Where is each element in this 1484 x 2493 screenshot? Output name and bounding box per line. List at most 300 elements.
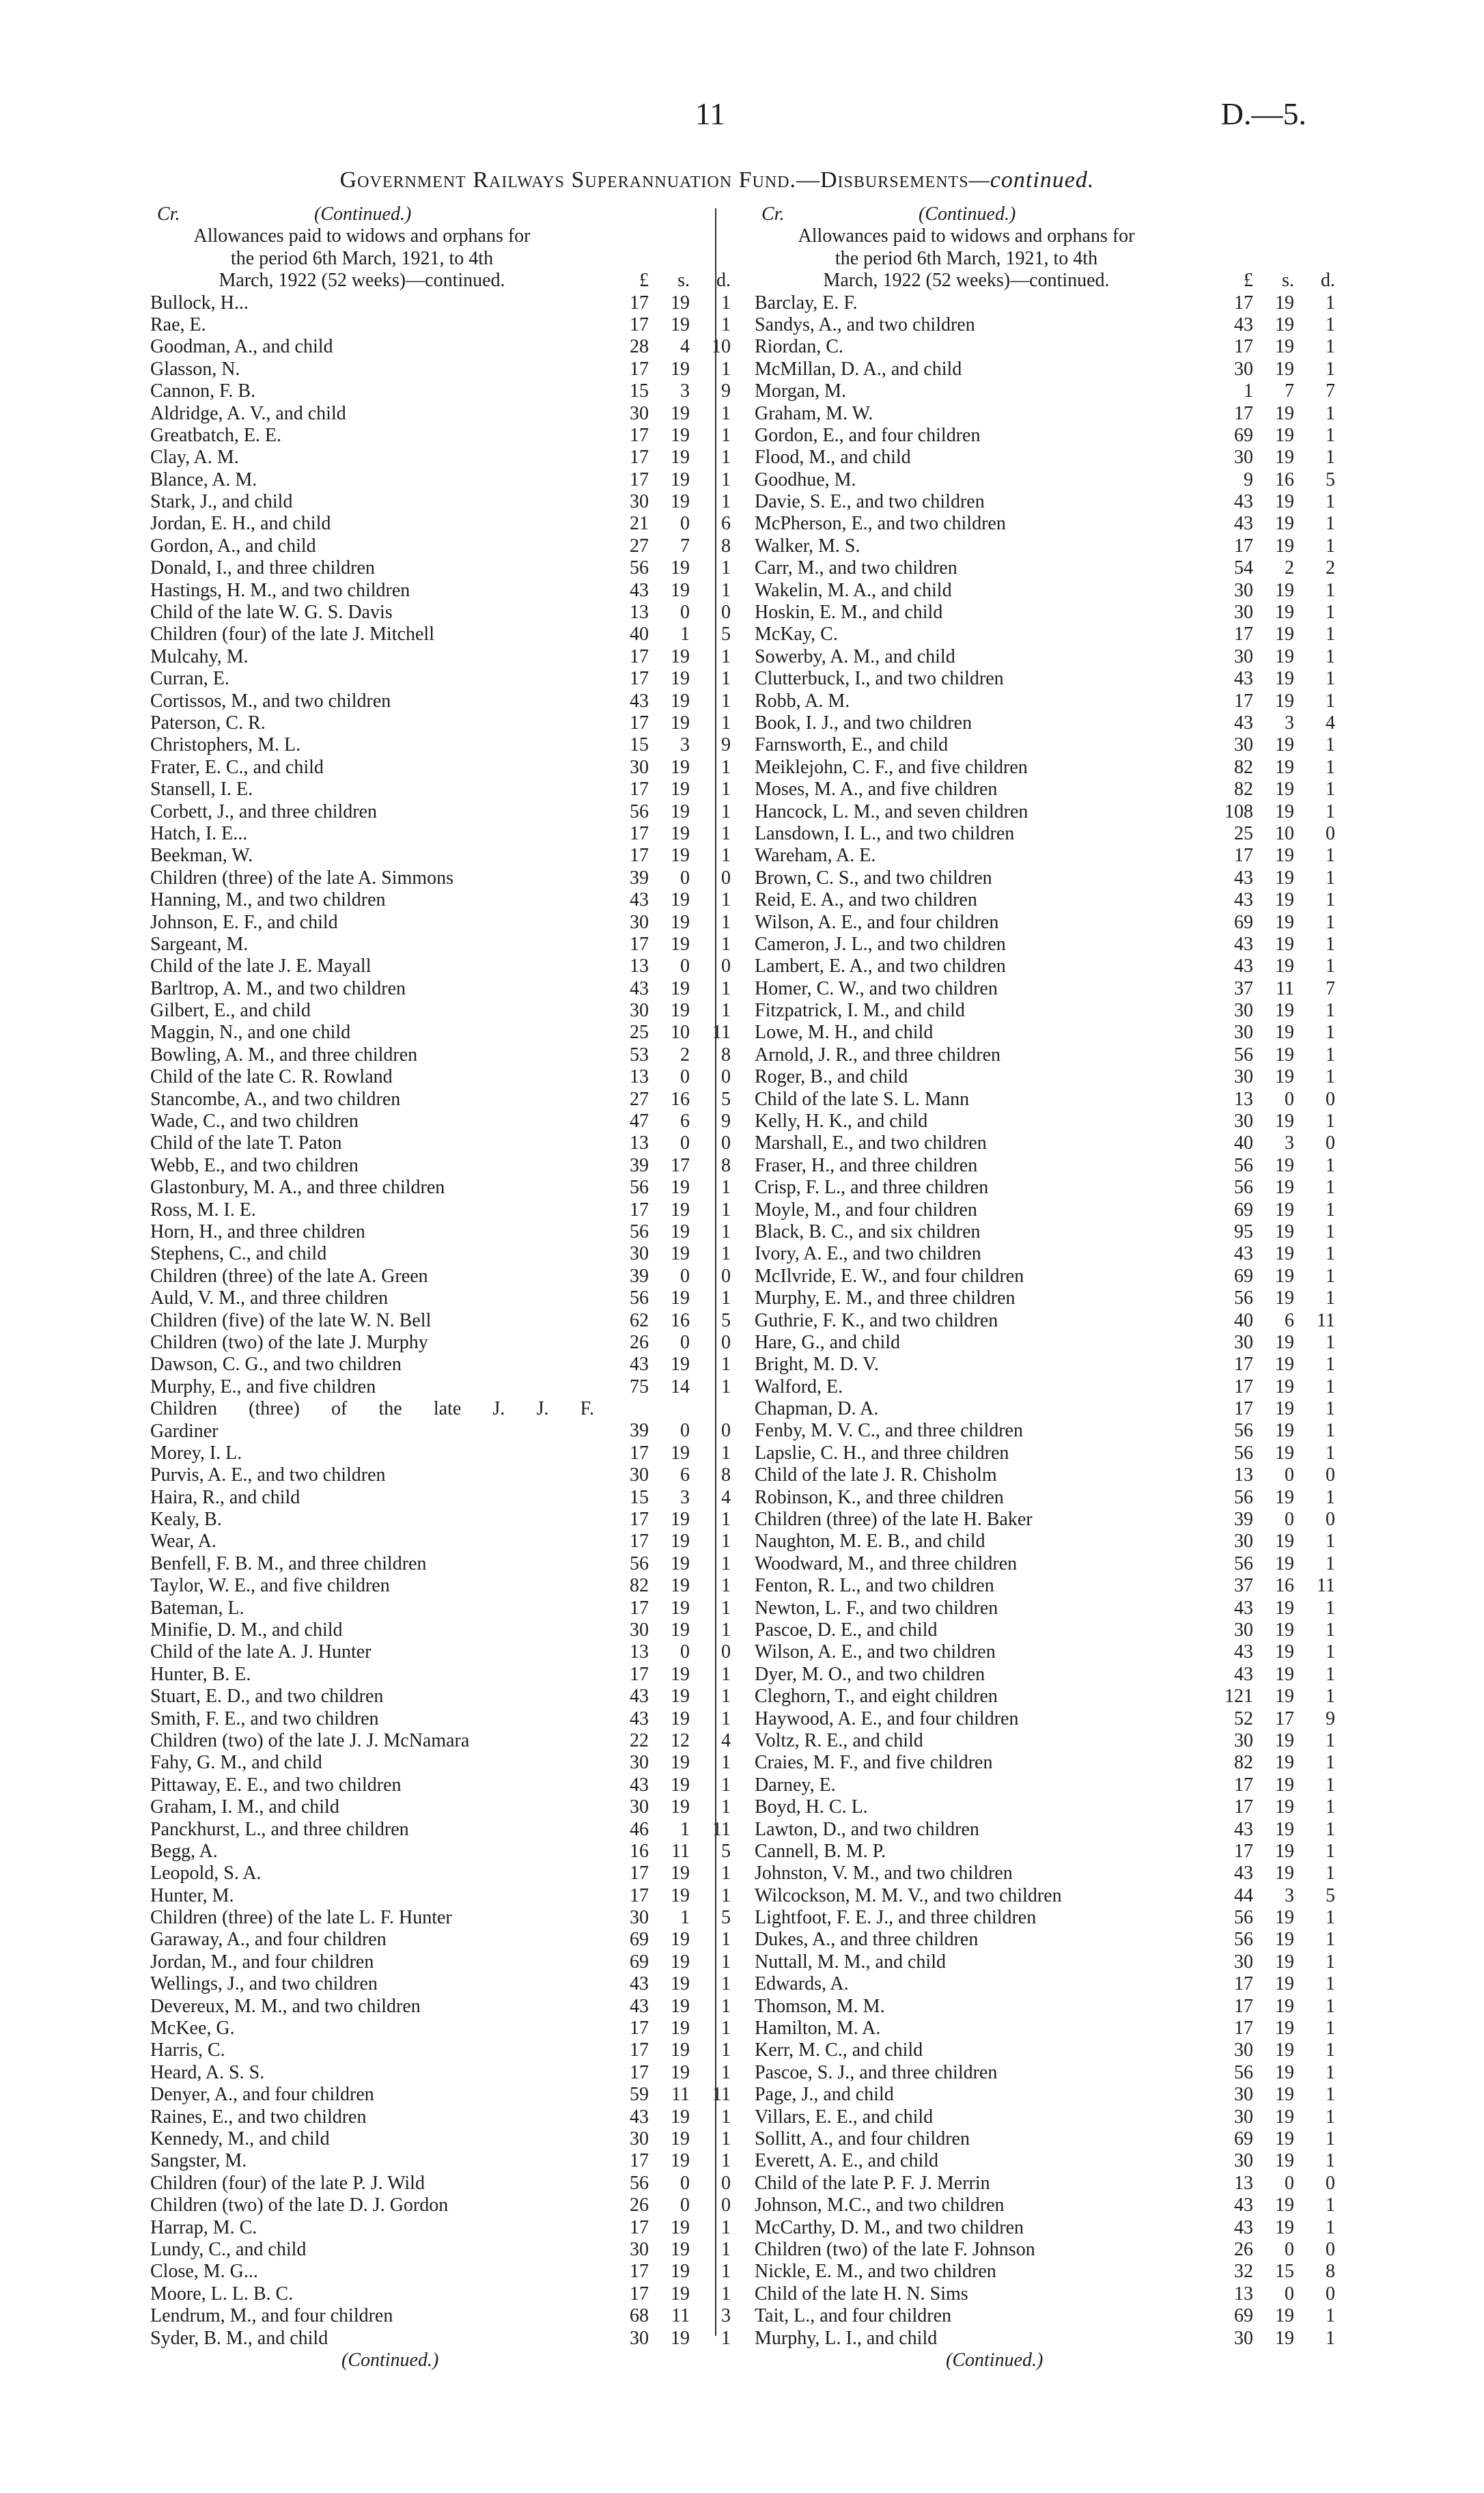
amount-shillings: 6 — [680, 1111, 690, 1132]
amount-shillings: 10 — [671, 1022, 690, 1044]
amount-pounds: 30 — [630, 2128, 649, 2149]
recipient-name: Nuttall, M. M., and child — [755, 1951, 946, 1973]
amount-pounds: 30 — [1234, 2039, 1253, 2061]
recipient-name: Minifie, D. M., and child — [150, 1619, 343, 1641]
amount-pence: 1 — [1326, 491, 1335, 513]
amount-pence: 8 — [721, 535, 731, 557]
recipient-name: Stuart, E. D., and two children — [150, 1686, 384, 1708]
amount-pence: 1 — [1326, 2150, 1335, 2172]
entry-row — [734, 2173, 1335, 2195]
amount-pence: 0 — [1326, 1509, 1335, 1531]
entry-row — [734, 1464, 1335, 1486]
amount-shillings: 19 — [1275, 292, 1294, 314]
entry-row — [130, 2150, 731, 2172]
recipient-name: Child of the late J. E. Mayall — [150, 956, 372, 977]
amount-shillings: 19 — [1275, 579, 1294, 601]
amount-pence: 1 — [1326, 845, 1335, 867]
amount-pounds: 17 — [630, 645, 649, 667]
amount-shillings: 0 — [680, 1265, 690, 1287]
entry-row — [130, 956, 731, 977]
entry-row — [130, 624, 731, 645]
recipient-name: Hatch, I. E... — [150, 822, 248, 844]
amount-pence: 11 — [712, 1022, 731, 1044]
amount-pounds: 17 — [630, 2216, 649, 2238]
amount-pounds: 47 — [630, 1111, 649, 1132]
entry-row — [130, 1111, 731, 1132]
amount-pounds: 43 — [630, 889, 649, 911]
amount-pence: 1 — [721, 933, 731, 955]
entry-row — [734, 845, 1335, 867]
amount-pence: 1 — [1326, 1531, 1335, 1552]
amount-pounds: 43 — [630, 1708, 649, 1729]
recipient-name: Children (four) of the late J. Mitchell — [150, 624, 434, 645]
entry-row — [130, 1155, 731, 1177]
amount-pounds: 43 — [630, 2106, 649, 2128]
entry-row — [734, 934, 1335, 956]
entry-row — [130, 2239, 731, 2261]
entry-row — [130, 1443, 731, 1464]
amount-shillings: 19 — [671, 712, 690, 734]
amount-pounds: 108 — [1224, 800, 1253, 822]
entry-row — [130, 1509, 731, 1531]
amount-pounds: 69 — [1234, 1265, 1253, 1287]
recipient-name: Ivory, A. E., and two children — [755, 1243, 981, 1265]
entry-row — [734, 1863, 1335, 1884]
recipient-name: Stansell, I. E. — [150, 779, 253, 800]
amount-pence: 0 — [721, 867, 731, 889]
amount-shillings: 6 — [1285, 1309, 1294, 1331]
amount-pence: 1 — [1326, 2084, 1335, 2106]
amount-shillings: 19 — [671, 447, 690, 469]
recipient-name: Walker, M. S. — [755, 535, 860, 557]
entry-row — [130, 1885, 731, 1907]
entry-row — [734, 2084, 1335, 2106]
amount-pence: 1 — [721, 2106, 731, 2128]
recipient-name: Bullock, H... — [150, 292, 249, 314]
amount-shillings: 19 — [671, 579, 690, 601]
amount-shillings: 19 — [671, 1973, 690, 1995]
recipient-name: Child of the late S. L. Mann — [755, 1088, 970, 1110]
recipient-name: Voltz, R. E., and child — [755, 1729, 923, 1751]
amount-shillings: 19 — [671, 2061, 690, 2083]
recipient-name: Aldridge, A. V., and child — [150, 402, 346, 424]
amount-pounds: 17 — [630, 779, 649, 800]
entry-row — [734, 1199, 1335, 1221]
amount-shillings: 19 — [671, 1752, 690, 1774]
entry-row — [734, 2217, 1335, 2239]
entry-row — [734, 2018, 1335, 2039]
recipient-name: Panckhurst, L., and three children — [150, 1818, 409, 1840]
recipient-name: Child of the late H. N. Sims — [755, 2283, 968, 2304]
entry-row — [130, 2084, 731, 2106]
amount-shillings: 0 — [680, 1420, 690, 1442]
amount-shillings: 19 — [1275, 1973, 1294, 1995]
entry-row — [130, 2328, 731, 2350]
amount-pence: 1 — [721, 1221, 731, 1242]
amount-pounds: 17 — [630, 933, 649, 955]
recipient-name: Tait, L., and four children — [755, 2305, 952, 2327]
entry-row — [734, 1575, 1335, 1597]
recipient-name: Edwards, A. — [755, 1973, 849, 1995]
recipient-name: Harris, C. — [150, 2039, 225, 2061]
recipient-name: Darney, E. — [755, 1774, 836, 1796]
recipient-name: Homer, C. W., and two children — [755, 977, 998, 999]
amount-shillings: 19 — [1275, 1552, 1294, 1574]
amount-pence: 1 — [1326, 402, 1335, 424]
recipient-name: Roger, B., and child — [755, 1066, 908, 1088]
amount-pounds: 75 — [630, 1376, 649, 1397]
amount-pounds: 43 — [630, 1995, 649, 2017]
amount-pounds: 43 — [1234, 956, 1253, 977]
amount-pounds: 68 — [630, 2305, 649, 2327]
amount-pounds: 17 — [1234, 336, 1253, 358]
amount-shillings: 6 — [680, 1464, 690, 1486]
amount-pence: 1 — [1326, 1398, 1335, 1420]
amount-pence: 1 — [1326, 1376, 1335, 1397]
shillings-header: s. — [677, 270, 690, 292]
amount-pence: 8 — [721, 1154, 731, 1176]
amount-shillings: 19 — [671, 2283, 690, 2304]
recipient-name: Sandys, A., and two children — [755, 314, 975, 335]
amount-shillings: 19 — [671, 933, 690, 955]
entry-row — [734, 889, 1335, 911]
amount-shillings: 19 — [671, 2018, 690, 2039]
amount-pence: 1 — [1326, 513, 1335, 535]
amount-pounds: 56 — [1234, 1907, 1253, 1929]
recipient-name: Child of the late A. J. Hunter — [150, 1641, 372, 1663]
entry-row — [734, 1000, 1335, 1022]
recipient-name: Lambert, E. A., and two children — [755, 956, 1006, 977]
recipient-name: Ross, M. I. E. — [150, 1199, 256, 1221]
amount-pence: 1 — [721, 1884, 731, 1906]
amount-pence: 1 — [1326, 2216, 1335, 2238]
amount-shillings: 19 — [671, 292, 690, 314]
entry-row — [130, 1487, 731, 1509]
amount-shillings: 0 — [680, 1132, 690, 1154]
recipient-name: Sollitt, A., and four children — [755, 2128, 970, 2149]
recipient-name: Fraser, H., and three children — [755, 1154, 978, 1176]
recipient-name: Child of the late P. F. J. Merrin — [755, 2172, 990, 2194]
entry-row — [734, 1398, 1335, 1420]
recipient-name: Wilcockson, M. M. V., and two children — [755, 1884, 1062, 1906]
amount-pence: 1 — [721, 1929, 731, 1951]
recipient-name: Wilson, A. E., and two children — [755, 1641, 996, 1663]
amount-pounds: 30 — [1234, 358, 1253, 380]
entry-row — [734, 1111, 1335, 1132]
recipient-name: Lightfoot, F. E. J., and three children — [755, 1907, 1037, 1929]
amount-shillings: 19 — [1275, 1066, 1294, 1088]
recipient-name: Raines, E., and two children — [150, 2106, 367, 2128]
recipient-name: Wareham, A. E. — [755, 845, 876, 867]
amount-pounds: 13 — [630, 1066, 649, 1088]
amount-pence: 1 — [1326, 668, 1335, 690]
recipient-name: McCarthy, D. M., and two children — [755, 2216, 1024, 2238]
amount-pounds: 17 — [630, 1663, 649, 1685]
entry-row — [130, 1398, 731, 1443]
amount-shillings: 19 — [1275, 1663, 1294, 1685]
amount-shillings: 3 — [1285, 1884, 1294, 1906]
amount-shillings: 19 — [671, 1951, 690, 1973]
recipient-name: Cameron, J. L., and two children — [755, 933, 1006, 955]
recipient-name: Brown, C. S., and two children — [755, 867, 992, 889]
amount-shillings: 0 — [680, 2195, 690, 2216]
entry-row — [734, 2150, 1335, 2172]
amount-pence: 1 — [721, 314, 731, 335]
amount-pence: 11 — [712, 1818, 731, 1840]
amount-pence: 1 — [1326, 1840, 1335, 1862]
entry-row — [734, 1774, 1335, 1796]
amount-pounds: 69 — [1234, 911, 1253, 933]
recipient-name: Gordon, E., and four children — [755, 424, 981, 446]
amount-pence: 1 — [721, 1177, 731, 1199]
amount-pence: 1 — [721, 2039, 731, 2061]
amount-pence: 1 — [1326, 1177, 1335, 1199]
amount-pence: 1 — [1326, 1995, 1335, 2017]
amount-pounds: 121 — [1224, 1686, 1253, 1708]
amount-pence: 0 — [721, 956, 731, 977]
amount-pence: 1 — [1326, 624, 1335, 645]
recipient-name: Newton, L. F., and two children — [755, 1597, 998, 1619]
amount-pounds: 17 — [1234, 845, 1253, 867]
amount-shillings: 19 — [671, 491, 690, 513]
amount-shillings: 19 — [671, 1000, 690, 1022]
amount-pounds: 43 — [1234, 2216, 1253, 2238]
amount-pounds: 56 — [1234, 1044, 1253, 1066]
amount-pence: 10 — [712, 336, 731, 358]
amount-pence: 1 — [721, 645, 731, 667]
entry-row — [130, 734, 731, 756]
recipient-name: Cortissos, M., and two children — [150, 690, 391, 712]
entry-row — [130, 1730, 731, 1752]
amount-pence: 5 — [1326, 469, 1335, 490]
amount-shillings: 19 — [671, 779, 690, 800]
entry-row — [734, 1841, 1335, 1863]
amount-shillings: 19 — [671, 1287, 690, 1309]
amount-shillings: 19 — [1275, 1199, 1294, 1221]
amount-pounds: 17 — [630, 2061, 649, 2083]
amount-shillings: 19 — [671, 668, 690, 690]
entry-row — [734, 1243, 1335, 1265]
amount-shillings: 16 — [671, 1309, 690, 1331]
intro-line: Allowances paid to widows and orphans for — [798, 225, 1135, 247]
amount-pounds: 30 — [630, 1752, 649, 1774]
amount-pence: 8 — [721, 1044, 731, 1066]
entry-row — [734, 2283, 1335, 2305]
amount-pence: 1 — [1326, 1331, 1335, 1353]
amount-pence: 0 — [1326, 2238, 1335, 2260]
amount-shillings: 19 — [1275, 1265, 1294, 1287]
entry-row — [130, 2106, 731, 2128]
amount-pounds: 30 — [1234, 1066, 1253, 1088]
amount-shillings: 19 — [671, 1575, 690, 1597]
entry-row — [130, 1863, 731, 1884]
amount-pounds: 46 — [630, 1818, 649, 1840]
amount-pounds: 37 — [1234, 977, 1253, 999]
amount-shillings: 19 — [1275, 424, 1294, 446]
intro-line: Allowances paid to widows and orphans for — [193, 225, 531, 247]
entry-row — [734, 1796, 1335, 1818]
amount-pounds: 26 — [630, 2195, 649, 2216]
entry-row — [734, 1376, 1335, 1398]
recipient-name: Harrap, M. C. — [150, 2216, 257, 2238]
amount-pounds: 17 — [630, 2018, 649, 2039]
amount-pounds: 43 — [1234, 889, 1253, 911]
amount-pence: 1 — [1326, 800, 1335, 822]
entry-row — [130, 1907, 731, 1929]
amount-shillings: 1 — [680, 624, 690, 645]
amount-pounds: 56 — [630, 557, 649, 579]
amount-pounds: 17 — [630, 1442, 649, 1464]
entry-row — [734, 1619, 1335, 1641]
recipient-name: Lapslie, C. H., and three children — [755, 1442, 1009, 1464]
amount-pounds: 25 — [1234, 822, 1253, 844]
entry-row — [130, 336, 731, 358]
entry-row — [734, 557, 1335, 579]
amount-pounds: 37 — [1234, 1575, 1253, 1597]
amount-pence: 1 — [1326, 1243, 1335, 1265]
amount-pounds: 30 — [630, 1000, 649, 1022]
amount-shillings: 2 — [1285, 557, 1294, 579]
amount-shillings: 10 — [1275, 822, 1294, 844]
recipient-name: Craies, M. F., and five children — [755, 1752, 993, 1774]
amount-pounds: 43 — [630, 1774, 649, 1796]
amount-pounds: 43 — [630, 1686, 649, 1708]
amount-shillings: 19 — [671, 977, 690, 999]
amount-pounds: 30 — [630, 1619, 649, 1641]
entry-row — [734, 1885, 1335, 1907]
amount-shillings: 17 — [671, 1154, 690, 1176]
amount-shillings: 0 — [1285, 2238, 1294, 2260]
amount-shillings: 0 — [1285, 2172, 1294, 2194]
recipient-name-line2: Gardiner — [150, 1420, 219, 1442]
entry-row — [734, 2195, 1335, 2216]
amount-shillings: 19 — [671, 1243, 690, 1265]
recipient-name: Child of the late C. R. Rowland — [150, 1066, 393, 1088]
entry-row — [734, 2239, 1335, 2261]
amount-pounds: 43 — [1234, 314, 1253, 335]
entry-row — [130, 469, 731, 491]
entry-row — [130, 1287, 731, 1309]
recipient-name: Lowe, M. H., and child — [755, 1022, 934, 1044]
amount-shillings: 19 — [671, 889, 690, 911]
recipient-name: Graham, I. M., and child — [150, 1796, 339, 1818]
amount-pence: 1 — [721, 424, 731, 446]
amount-pounds: 56 — [1234, 1287, 1253, 1309]
recipient-name: Barltrop, A. M., and two children — [150, 977, 406, 999]
column-header-left — [130, 204, 731, 225]
recipient-name: Riordan, C. — [755, 336, 843, 358]
recipient-name: Moses, M. A., and five children — [755, 779, 998, 800]
entry-row — [130, 2018, 731, 2039]
amount-shillings: 19 — [1275, 2327, 1294, 2349]
amount-pence: 1 — [1326, 756, 1335, 778]
amount-pounds: 95 — [1234, 1221, 1253, 1242]
entry-row — [130, 2039, 731, 2061]
entry-row — [734, 1973, 1335, 1995]
recipient-name: Cannon, F. B. — [150, 380, 256, 402]
entry-row — [734, 1287, 1335, 1309]
recipient-name: Donald, I., and three children — [150, 557, 375, 579]
entry-row — [734, 1332, 1335, 1354]
entry-row — [734, 1443, 1335, 1464]
amount-pence: 1 — [721, 1552, 731, 1574]
amount-pounds: 30 — [1234, 1022, 1253, 1044]
amount-shillings: 0 — [1285, 2283, 1294, 2304]
amount-shillings: 19 — [1275, 2106, 1294, 2128]
amount-pence: 0 — [721, 1641, 731, 1663]
amount-pounds: 22 — [630, 1729, 649, 1751]
entry-row — [130, 1266, 731, 1287]
amount-pence: 1 — [721, 1597, 731, 1619]
amount-pounds: 30 — [1234, 1951, 1253, 1973]
recipient-name: Crisp, F. L., and three children — [755, 1177, 989, 1199]
entry-row — [130, 425, 731, 447]
amount-pence: 1 — [721, 712, 731, 734]
recipient-name: Reid, E. A., and two children — [755, 889, 977, 911]
amount-pounds: 15 — [630, 380, 649, 402]
amount-pence: 5 — [721, 1840, 731, 1862]
amount-pence: 1 — [1326, 1686, 1335, 1708]
amount-shillings: 19 — [1275, 779, 1294, 800]
recipient-name: Webb, E., and two children — [150, 1154, 359, 1176]
amount-shillings: 19 — [671, 2261, 690, 2283]
recipient-name: McPherson, E., and two children — [755, 513, 1006, 535]
recipient-name: Children (four) of the late P. J. Wild — [150, 2172, 425, 2194]
amount-pounds: 17 — [1234, 402, 1253, 424]
amount-pence: 8 — [721, 1464, 731, 1486]
recipient-name: Moore, L. L. B. C. — [150, 2283, 294, 2304]
recipient-name: Children (three) of the late H. Baker — [755, 1509, 1033, 1531]
amount-pence: 1 — [721, 1995, 731, 2017]
entry-row — [734, 956, 1335, 977]
amount-pence: 0 — [1326, 1132, 1335, 1154]
recipient-name: Pittaway, E. E., and two children — [150, 1774, 402, 1796]
entry-row — [734, 1022, 1335, 1044]
amount-pence: 5 — [721, 1088, 731, 1110]
continued-footer-left: (Continued.) — [341, 2349, 439, 2371]
amount-shillings: 11 — [671, 2084, 690, 2106]
entry-row — [130, 823, 731, 845]
entry-row — [130, 691, 731, 712]
amount-shillings: 0 — [1285, 1088, 1294, 1110]
recipient-name: Curran, E. — [150, 668, 229, 690]
amount-shillings: 19 — [1275, 447, 1294, 469]
amount-shillings: 0 — [680, 956, 690, 977]
amount-shillings: 19 — [671, 557, 690, 579]
recipient-name: Bowling, A. M., and three children — [150, 1044, 418, 1066]
recipient-name: Page, J., and child — [755, 2084, 894, 2106]
amount-pence: 1 — [1326, 1221, 1335, 1242]
amount-pounds: 17 — [630, 712, 649, 734]
entry-row — [130, 2195, 731, 2216]
document-reference: D.—5. — [1220, 96, 1306, 131]
entry-row — [130, 757, 731, 779]
amount-pounds: 13 — [1234, 1464, 1253, 1486]
amount-pounds: 69 — [630, 1951, 649, 1973]
recipient-name: Garaway, A., and four children — [150, 1929, 387, 1951]
amount-pounds: 30 — [1234, 447, 1253, 469]
amount-pence: 1 — [721, 1686, 731, 1708]
cr-label: Cr. — [157, 204, 180, 225]
amount-pence: 1 — [1326, 1796, 1335, 1818]
amount-pence: 1 — [721, 1509, 731, 1531]
recipient-name: Thomson, M. M. — [755, 1995, 885, 2017]
amount-pence: 1 — [721, 2128, 731, 2149]
recipient-name: Nickle, E. M., and two children — [755, 2261, 996, 2283]
amount-shillings: 19 — [671, 1442, 690, 1464]
recipient-name: Fitzpatrick, I. M., and child — [755, 1000, 965, 1022]
entry-row — [130, 580, 731, 602]
